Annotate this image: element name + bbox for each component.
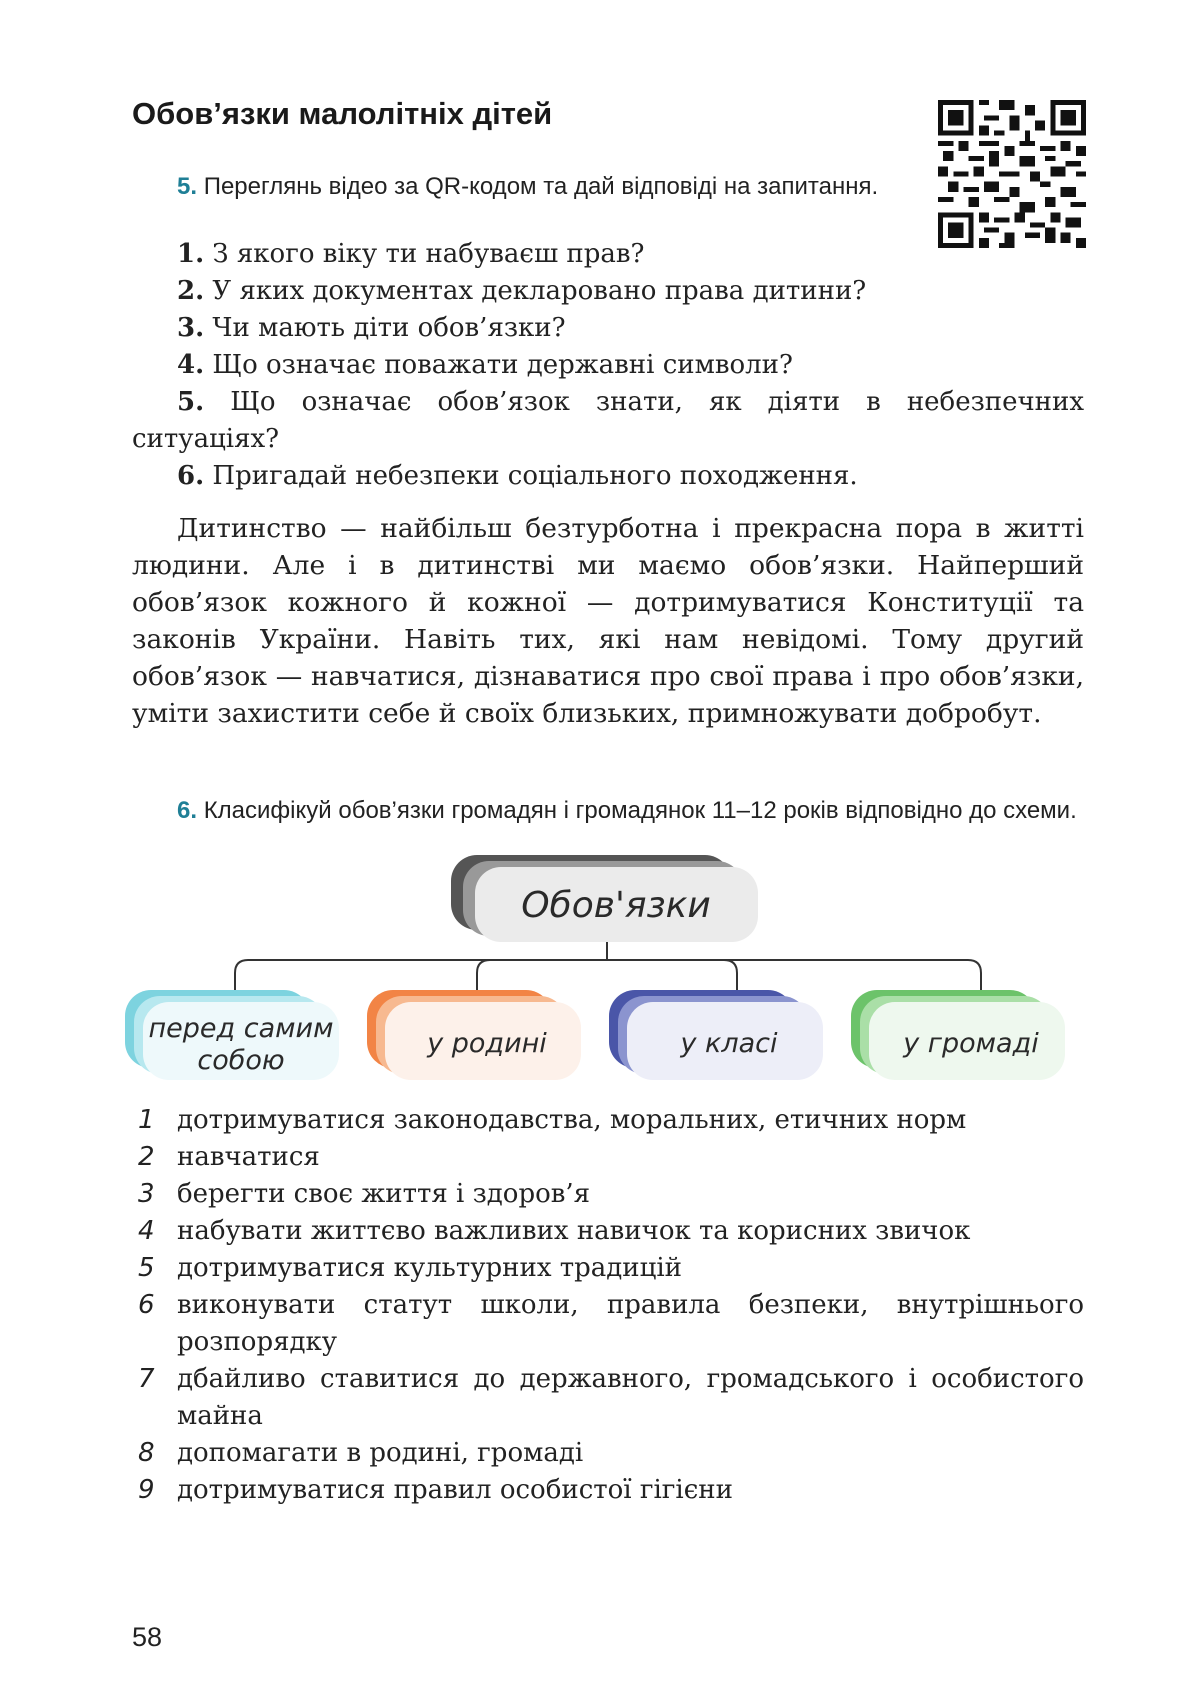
- page-number: 58: [132, 1622, 163, 1652]
- category-label: у класі: [680, 1028, 778, 1059]
- duty-number: 7: [138, 1364, 155, 1394]
- category-label: у родині: [427, 1028, 547, 1059]
- duty-number: 9: [138, 1475, 155, 1505]
- duty-number: 2: [138, 1142, 155, 1172]
- task-number: 5.: [177, 173, 198, 200]
- question-text: У яких документах декларовано права дитини?: [212, 276, 867, 306]
- question-item: [132, 458, 1084, 495]
- duty-number: 8: [138, 1438, 155, 1468]
- duty-item: [132, 1176, 1084, 1213]
- qr-code-icon[interactable]: [938, 100, 1086, 248]
- diagram-connectors: [235, 940, 981, 990]
- question-text: Пригадай небезпеки соціального походження.: [212, 461, 858, 491]
- body-paragraph: Дитинство — найбільш безтурботна і прекрасна пора в житті людини. Але і в дитинстві ми маємо обов’язки. Найперший обов’язок кожного й кожної — дотримуватися Конституції та законів України. Навіть тих, які нам невідомі. Тому другий обов’язок — навчатися, дізнаватися про свої права і про обов’язки, уміти захистити себе й своїх близьких, примножувати добробут.: [132, 513, 1084, 729]
- duty-text: набувати життєво важливих навичок та корисних звичок: [177, 1216, 971, 1246]
- duty-text: дотримуватися культурних традицій: [177, 1253, 682, 1283]
- duty-number: 6: [138, 1290, 155, 1320]
- diagram-root-label: Обов'язки: [521, 885, 711, 926]
- duty-item: [132, 1435, 1084, 1472]
- question-item: [132, 273, 1084, 310]
- duty-text: дотримуватися правил особистої гігієни: [177, 1475, 733, 1505]
- duties-list: [132, 1102, 1084, 1509]
- duty-item: [132, 1361, 1084, 1435]
- question-text: Що означає обов’язок знати, як діяти в небезпечних ситуаціях?: [132, 387, 1084, 454]
- task-6: [177, 795, 1082, 826]
- duty-number: 3: [138, 1179, 155, 1209]
- category-in-family: [367, 990, 581, 1080]
- duty-text: дбайливо ставитися до державного, громадського і особистого майна: [177, 1364, 1084, 1431]
- duty-item: [132, 1139, 1084, 1176]
- category-in-community: [851, 990, 1065, 1080]
- duty-item: [132, 1472, 1084, 1509]
- duty-number: 1: [138, 1105, 155, 1135]
- question-text: З якого віку ти набуваєш прав?: [212, 239, 645, 269]
- task-text: Класифікуй обов’язки громадян і громадянок 11–12 років відповідно до схеми.: [203, 797, 1077, 824]
- duty-item: [132, 1250, 1084, 1287]
- category-label: собою: [197, 1045, 285, 1076]
- duty-number: 5: [138, 1253, 155, 1283]
- duty-number: 4: [138, 1216, 155, 1246]
- question-number: 5.: [177, 387, 205, 417]
- duty-text: виконувати статут школи, правила безпеки, внутрішнього розпорядку: [177, 1290, 1084, 1357]
- question-text: Чи мають діти обов’язки?: [212, 313, 566, 343]
- question-text: Що означає поважати державні символи?: [212, 350, 793, 380]
- question-item: [132, 384, 1084, 458]
- category-before-self: [125, 990, 339, 1080]
- duty-item: [132, 1287, 1084, 1361]
- duty-item: [132, 1102, 1084, 1139]
- duty-item: [132, 1213, 1084, 1250]
- question-number: 2.: [177, 276, 205, 306]
- task-text: Переглянь відео за QR-кодом та дай відповіді на запитання.: [203, 173, 879, 200]
- duty-text: навчатися: [177, 1142, 320, 1172]
- question-number: 6.: [177, 461, 205, 491]
- duties-diagram: [125, 855, 1090, 1095]
- category-label: у громаді: [903, 1028, 1039, 1059]
- question-number: 1.: [177, 239, 205, 269]
- question-list: [132, 236, 1084, 495]
- diagram-root-box: [451, 855, 758, 942]
- question-item: [132, 347, 1084, 384]
- category-label: перед самим: [148, 1013, 334, 1044]
- question-number: 3.: [177, 313, 205, 343]
- category-in-class: [609, 990, 823, 1080]
- section-heading: Обов’язки малолітніх дітей: [132, 96, 553, 131]
- duty-text: дотримуватися законодавства, моральних, етичних норм: [177, 1105, 967, 1135]
- duty-text: допомагати в родині, громаді: [177, 1438, 584, 1468]
- task-5: [177, 171, 917, 202]
- question-number: 4.: [177, 350, 205, 380]
- duty-text: берегти своє життя і здоров’я: [177, 1179, 591, 1209]
- task-number: 6.: [177, 797, 198, 824]
- question-item: [132, 310, 1084, 347]
- question-item: [132, 236, 1084, 273]
